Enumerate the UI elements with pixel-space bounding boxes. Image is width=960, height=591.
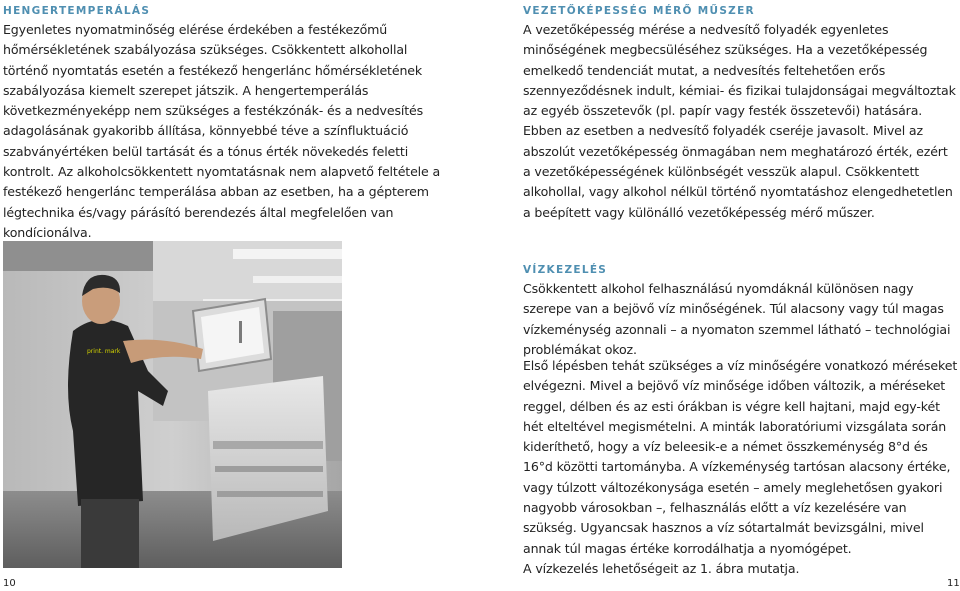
section-heading-cylinder-temperature: HENGERTEMPERÁLÁS [3,5,151,17]
press-room-illustration [3,241,342,568]
water-treatment-section-continued [523,356,958,579]
water-treatment-section [523,263,958,360]
shirt-print-text: print. mark [87,348,121,355]
press-operator-photo [3,241,342,568]
water-treatment-paragraph-2: Első lépésben tehát szükséges a víz minőségére vonatkozó méréseket elvégezni. Mivel a bejövő víz minősége időben változik, a méréseket reggel, délben és az esti órákban is végre kell hajtani, majd egy-két hét elteltével megismételni. A minták laboratóriumi vizsgálata során kideríthető, hogy a víz beleesik-e a német összkeménység 8°d és 16°d közötti tartományba. A vízkeménység tartósan alacsony értéke, vagy túlzott változékonysága esetén – amely meglehetősen gyakori nagyobb városokban –, felhasználás előtt a víz kezelésére van szükség. Ugyancsak hasznos a víz sótartalmát bevizsgálni, mivel annak túl magas értéke korrodálhatja a nyomógépet. [523,358,958,556]
page-number-left: 10 [3,578,16,589]
section-heading-water-treatment: VÍZKEZELÉS [523,264,608,276]
cylinder-temperature-paragraph: Egyenletes nyomatminőség elérése érdekében a festékezőmű hőmérsékletének szabályozása szükséges. Csökkentett alkohollal történő nyomtatás esetén a festékező hengerlánc hőmérsékletének szabályozása kiemelt szerepet játszik. A hengertemperálás következményeképp nem szükséges a festékzónák- és a nedvesítés adagolásának gyakoribb állítása, könnyebbé téve a színfluktuáció szabványértéken belül tartását és a tónus érték növekedés feletti kontrolt. Az alkoholcsökkentett nyomtatásnak nem alapvető feltétele a festékező hengerlánc temperálása abban az esetben, ha a gépterem légtechnika és/vagy párásító berendezés által megfelelően van kondícionálva. [3,22,441,240]
left-column [3,4,443,243]
right-column-top [523,4,958,223]
page-number-right: 11 [947,578,960,589]
water-treatment-paragraph-3: A vízkezelés lehetőségeit az 1. ábra mutatja. [523,560,800,576]
section-heading-conductivity-meter: VEZETŐKÉPESSÉG MÉRŐ MŰSZER [523,5,755,17]
water-treatment-paragraph-1: Csökkentett alkohol felhasználású nyomdáknál különösen nagy szerepe van a bejövő víz minőségének. Túl alacsony vagy túl magas vízkeménység azonnali – a nyomaton szemmel látható – technológiai problémákat okoz. [523,281,951,357]
conductivity-paragraph: A vezetőképesség mérése a nedvesítő folyadék egyenletes minőségének megbecsüléséhez szükséges. Ha a vezetőképesség emelkedő tendenciát mutat, a nedvesítés feltehetően erős szennyeződésnek indult, kémiai- és fizikai tulajdonságai megváltoztak az egyéb összetevők (pl. papír vagy festék összetevői) hatására. Ebben az esetben a nedvesítő folyadék cseréje javasolt. Mivel az abszolút vezetőképesség önmagában nem meghatározó érték, ezért a vezetőképességének különbségét vesszük alapul. Csökkentett alkohollal, vagy alkohol nélkül történő nyomtatáshoz elengedhetetlen a beépített vagy különálló vezetőképesség mérő műszer. [523,22,956,220]
